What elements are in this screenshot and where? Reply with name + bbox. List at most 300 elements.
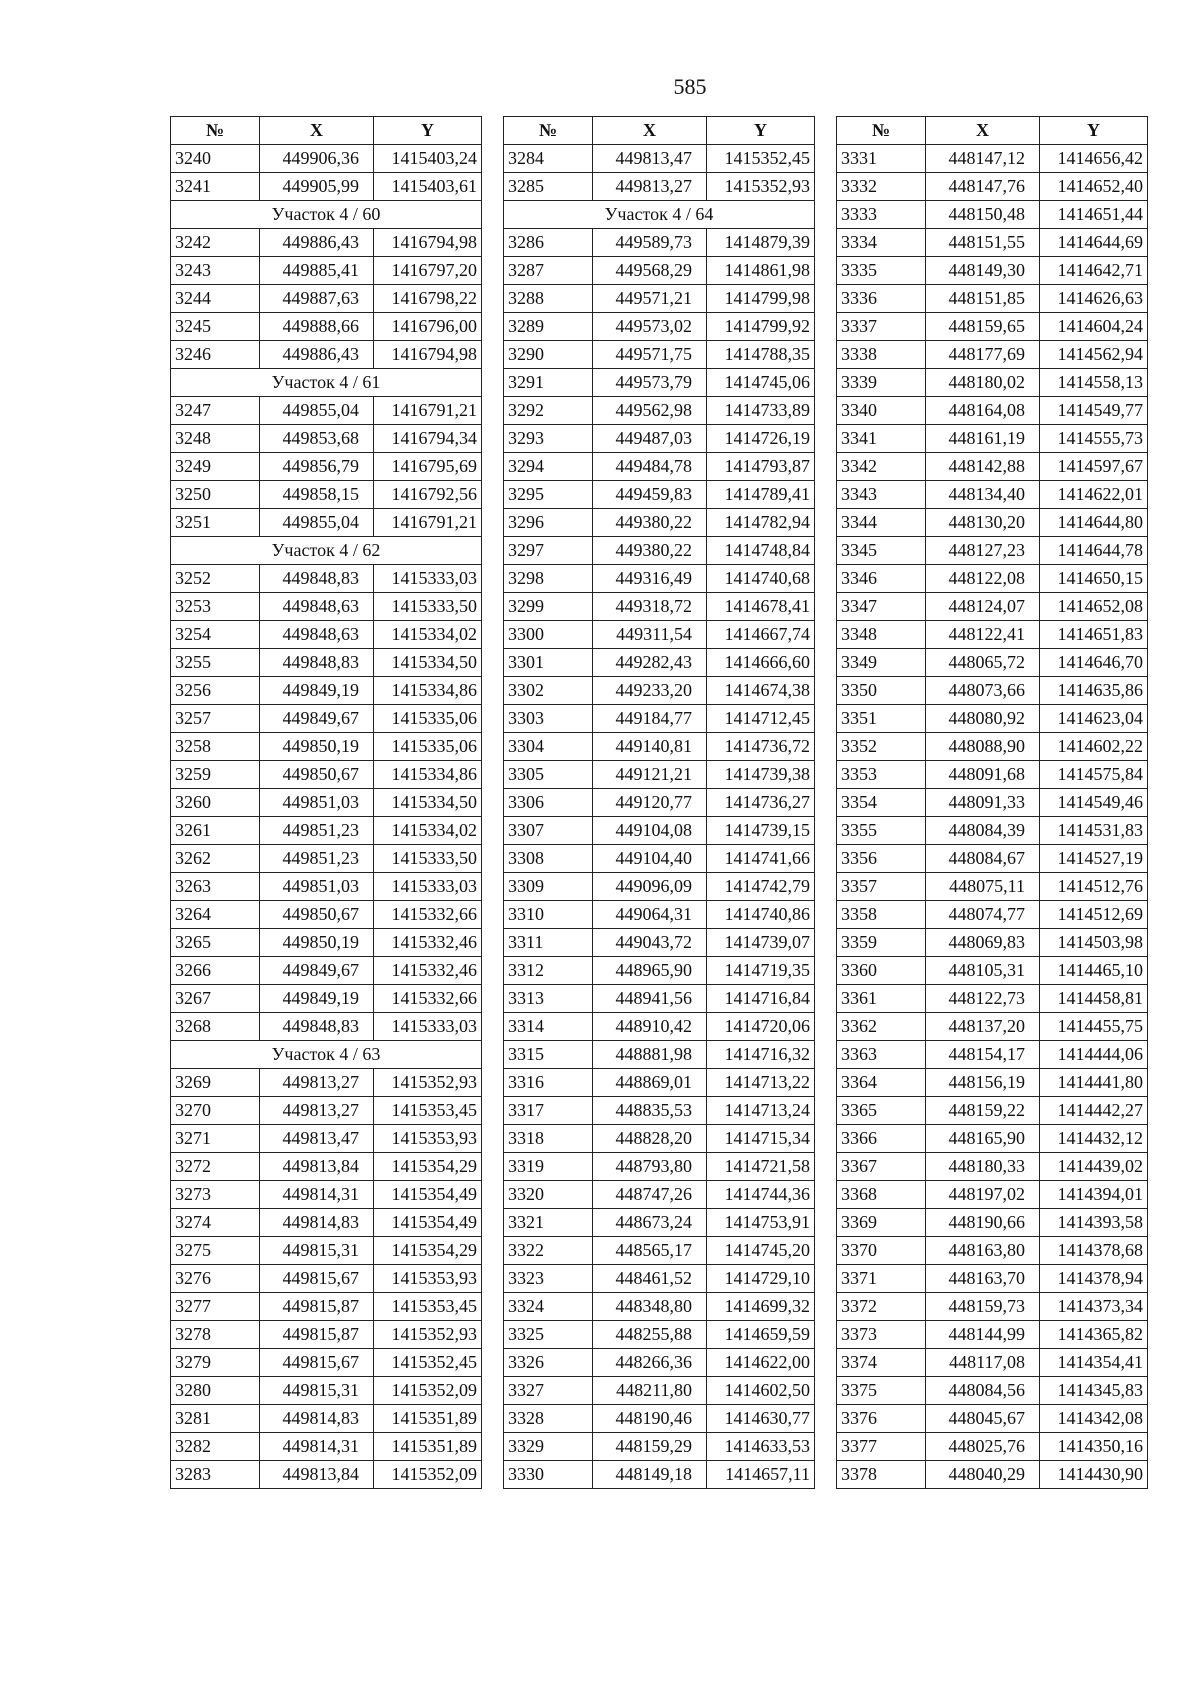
point-number: 3351 — [837, 705, 926, 733]
x-coordinate: 448150,48 — [926, 201, 1040, 229]
table-row — [504, 1461, 815, 1489]
point-number: 3260 — [171, 789, 260, 817]
point-number: 3378 — [837, 1461, 926, 1489]
x-coordinate: 448130,20 — [926, 509, 1040, 537]
x-coordinate: 448124,07 — [926, 593, 1040, 621]
point-number: 3301 — [504, 649, 593, 677]
point-number: 3338 — [837, 341, 926, 369]
point-number: 3309 — [504, 873, 593, 901]
point-number: 3280 — [171, 1377, 260, 1405]
x-coordinate: 448025,76 — [926, 1433, 1040, 1461]
table-row — [171, 1237, 482, 1265]
x-coordinate: 448164,08 — [926, 397, 1040, 425]
table-row — [504, 313, 815, 341]
table-row — [171, 481, 482, 509]
x-coordinate: 448163,70 — [926, 1265, 1040, 1293]
x-coordinate: 448088,90 — [926, 733, 1040, 761]
point-number: 3330 — [504, 1461, 593, 1489]
x-coordinate: 449104,08 — [593, 817, 707, 845]
y-coordinate: 1416794,34 — [374, 425, 482, 453]
point-number: 3353 — [837, 761, 926, 789]
y-coordinate: 1414715,34 — [707, 1125, 815, 1153]
table-row — [171, 985, 482, 1013]
y-coordinate: 1414651,83 — [1040, 621, 1148, 649]
point-number: 3347 — [837, 593, 926, 621]
point-number: 3251 — [171, 509, 260, 537]
table-row — [504, 845, 815, 873]
y-coordinate: 1414799,98 — [707, 285, 815, 313]
table-row — [837, 229, 1148, 257]
table-row — [837, 453, 1148, 481]
table-row — [837, 1097, 1148, 1125]
x-coordinate: 449905,99 — [260, 173, 374, 201]
y-coordinate: 1416795,69 — [374, 453, 482, 481]
x-coordinate: 448165,90 — [926, 1125, 1040, 1153]
table-row — [171, 565, 482, 593]
point-number: 3298 — [504, 565, 593, 593]
point-number: 3247 — [171, 397, 260, 425]
y-coordinate: 1414604,24 — [1040, 313, 1148, 341]
x-coordinate: 449851,23 — [260, 817, 374, 845]
y-coordinate: 1414713,24 — [707, 1097, 815, 1125]
y-coordinate: 1414736,27 — [707, 789, 815, 817]
y-coordinate: 1414512,69 — [1040, 901, 1148, 929]
x-coordinate: 449815,87 — [260, 1293, 374, 1321]
x-coordinate: 449848,63 — [260, 593, 374, 621]
x-coordinate: 449120,77 — [593, 789, 707, 817]
x-coordinate: 448835,53 — [593, 1097, 707, 1125]
y-coordinate: 1414378,68 — [1040, 1237, 1148, 1265]
point-number: 3261 — [171, 817, 260, 845]
point-number: 3371 — [837, 1265, 926, 1293]
y-coordinate: 1414602,22 — [1040, 733, 1148, 761]
x-coordinate: 449064,31 — [593, 901, 707, 929]
point-number: 3374 — [837, 1349, 926, 1377]
y-coordinate: 1416798,22 — [374, 285, 482, 313]
table-row — [837, 1349, 1148, 1377]
y-coordinate: 1414788,35 — [707, 341, 815, 369]
x-coordinate: 448869,01 — [593, 1069, 707, 1097]
x-coordinate: 449851,03 — [260, 873, 374, 901]
x-coordinate: 448149,18 — [593, 1461, 707, 1489]
x-coordinate: 449562,98 — [593, 397, 707, 425]
point-number: 3282 — [171, 1433, 260, 1461]
x-coordinate: 449487,03 — [593, 425, 707, 453]
x-coordinate: 449104,40 — [593, 845, 707, 873]
point-number: 3304 — [504, 733, 593, 761]
x-coordinate: 448266,36 — [593, 1349, 707, 1377]
point-number: 3306 — [504, 789, 593, 817]
x-coordinate: 449813,47 — [593, 145, 707, 173]
x-coordinate: 448073,66 — [926, 677, 1040, 705]
x-coordinate: 448255,88 — [593, 1321, 707, 1349]
table-row — [837, 369, 1148, 397]
y-coordinate: 1415333,03 — [374, 1013, 482, 1041]
x-coordinate: 448040,29 — [926, 1461, 1040, 1489]
x-coordinate: 449849,67 — [260, 705, 374, 733]
table-row — [504, 425, 815, 453]
table-row — [171, 341, 482, 369]
point-number: 3359 — [837, 929, 926, 957]
x-coordinate: 448159,29 — [593, 1433, 707, 1461]
x-coordinate: 449184,77 — [593, 705, 707, 733]
table-row — [837, 397, 1148, 425]
x-coordinate: 449096,09 — [593, 873, 707, 901]
table-row — [171, 677, 482, 705]
table-row — [504, 901, 815, 929]
table-row — [504, 285, 815, 313]
table-row — [504, 705, 815, 733]
table-row — [504, 1433, 815, 1461]
y-coordinate: 1414622,00 — [707, 1349, 815, 1377]
table-row — [504, 1041, 815, 1069]
point-number: 3249 — [171, 453, 260, 481]
y-coordinate: 1415333,50 — [374, 593, 482, 621]
header-number: № — [504, 117, 593, 145]
y-coordinate: 1414465,10 — [1040, 957, 1148, 985]
x-coordinate: 449850,67 — [260, 901, 374, 929]
point-number: 3326 — [504, 1349, 593, 1377]
y-coordinate: 1414651,44 — [1040, 201, 1148, 229]
point-number: 3294 — [504, 453, 593, 481]
y-coordinate: 1414345,83 — [1040, 1377, 1148, 1405]
table-row — [837, 1069, 1148, 1097]
point-number: 3258 — [171, 733, 260, 761]
x-coordinate: 448163,80 — [926, 1237, 1040, 1265]
x-coordinate: 449233,20 — [593, 677, 707, 705]
table-row — [504, 453, 815, 481]
table-row — [504, 593, 815, 621]
table-row — [504, 789, 815, 817]
point-number: 3346 — [837, 565, 926, 593]
y-coordinate: 1416794,98 — [374, 341, 482, 369]
table-row — [837, 1293, 1148, 1321]
page-number: 585 — [673, 74, 707, 99]
y-coordinate: 1416794,98 — [374, 229, 482, 257]
x-coordinate: 448159,73 — [926, 1293, 1040, 1321]
point-number: 3262 — [171, 845, 260, 873]
table-row — [504, 761, 815, 789]
point-number: 3356 — [837, 845, 926, 873]
table-row — [837, 173, 1148, 201]
point-number: 3334 — [837, 229, 926, 257]
y-coordinate: 1414740,86 — [707, 901, 815, 929]
table-row — [837, 705, 1148, 733]
x-coordinate: 449906,36 — [260, 145, 374, 173]
point-number: 3370 — [837, 1237, 926, 1265]
x-coordinate: 449851,03 — [260, 789, 374, 817]
y-coordinate: 1414652,08 — [1040, 593, 1148, 621]
y-coordinate: 1414503,98 — [1040, 929, 1148, 957]
header-y: Y — [707, 117, 815, 145]
point-number: 3271 — [171, 1125, 260, 1153]
x-coordinate: 448190,46 — [593, 1405, 707, 1433]
y-coordinate: 1414729,10 — [707, 1265, 815, 1293]
y-coordinate: 1416791,21 — [374, 397, 482, 425]
table-row — [504, 397, 815, 425]
y-coordinate: 1414602,50 — [707, 1377, 815, 1405]
coordinates-table-1 — [170, 116, 482, 1489]
table-row — [504, 873, 815, 901]
table-row — [504, 1377, 815, 1405]
table-row — [171, 621, 482, 649]
point-number: 3372 — [837, 1293, 926, 1321]
y-coordinate: 1414342,08 — [1040, 1405, 1148, 1433]
y-coordinate: 1415354,49 — [374, 1209, 482, 1237]
point-number: 3360 — [837, 957, 926, 985]
x-coordinate: 448074,77 — [926, 901, 1040, 929]
x-coordinate: 448180,33 — [926, 1153, 1040, 1181]
table-row — [504, 677, 815, 705]
point-number: 3302 — [504, 677, 593, 705]
x-coordinate: 449848,63 — [260, 621, 374, 649]
table-row — [171, 817, 482, 845]
x-coordinate: 449813,27 — [260, 1069, 374, 1097]
x-coordinate: 449140,81 — [593, 733, 707, 761]
point-number: 3296 — [504, 509, 593, 537]
point-number: 3253 — [171, 593, 260, 621]
table-row — [171, 929, 482, 957]
point-number: 3377 — [837, 1433, 926, 1461]
table-row — [171, 397, 482, 425]
x-coordinate: 449849,19 — [260, 985, 374, 1013]
x-coordinate: 449849,67 — [260, 957, 374, 985]
table-row — [171, 229, 482, 257]
x-coordinate: 448149,30 — [926, 257, 1040, 285]
table-row — [171, 901, 482, 929]
point-number: 3292 — [504, 397, 593, 425]
x-coordinate: 449380,22 — [593, 537, 707, 565]
y-coordinate: 1415403,61 — [374, 173, 482, 201]
x-coordinate: 448151,55 — [926, 229, 1040, 257]
table-row — [504, 341, 815, 369]
point-number: 3354 — [837, 789, 926, 817]
table-row — [171, 145, 482, 173]
header-x: X — [260, 117, 374, 145]
table-row — [171, 1209, 482, 1237]
y-coordinate: 1415334,02 — [374, 621, 482, 649]
point-number: 3268 — [171, 1013, 260, 1041]
point-number: 3255 — [171, 649, 260, 677]
y-coordinate: 1415351,89 — [374, 1433, 482, 1461]
header-y: Y — [374, 117, 482, 145]
x-coordinate: 448122,41 — [926, 621, 1040, 649]
table-row — [837, 481, 1148, 509]
point-number: 3323 — [504, 1265, 593, 1293]
table-row — [504, 229, 815, 257]
table-row — [837, 1237, 1148, 1265]
y-coordinate: 1415353,45 — [374, 1293, 482, 1321]
section-label: Участок 4 / 62 — [171, 537, 482, 565]
x-coordinate: 449886,43 — [260, 341, 374, 369]
y-coordinate: 1414739,15 — [707, 817, 815, 845]
point-number: 3355 — [837, 817, 926, 845]
table-row — [171, 1321, 482, 1349]
point-number: 3288 — [504, 285, 593, 313]
y-coordinate: 1415351,89 — [374, 1405, 482, 1433]
y-coordinate: 1414432,12 — [1040, 1125, 1148, 1153]
y-coordinate: 1414575,84 — [1040, 761, 1148, 789]
point-number: 3307 — [504, 817, 593, 845]
y-coordinate: 1414558,13 — [1040, 369, 1148, 397]
table-row — [837, 1461, 1148, 1489]
x-coordinate: 448941,56 — [593, 985, 707, 1013]
table-row — [171, 425, 482, 453]
x-coordinate: 449855,04 — [260, 509, 374, 537]
y-coordinate: 1415353,93 — [374, 1125, 482, 1153]
table-header-row — [504, 117, 815, 145]
x-coordinate: 448147,12 — [926, 145, 1040, 173]
table-row — [837, 845, 1148, 873]
y-coordinate: 1415352,45 — [707, 145, 815, 173]
y-coordinate: 1414626,63 — [1040, 285, 1148, 313]
y-coordinate: 1414650,15 — [1040, 565, 1148, 593]
x-coordinate: 449813,27 — [593, 173, 707, 201]
x-coordinate: 449813,47 — [260, 1125, 374, 1153]
y-coordinate: 1414799,92 — [707, 313, 815, 341]
point-number: 3335 — [837, 257, 926, 285]
x-coordinate: 449856,79 — [260, 453, 374, 481]
table-row — [837, 1433, 1148, 1461]
table-row — [837, 985, 1148, 1013]
y-coordinate: 1414354,41 — [1040, 1349, 1148, 1377]
table-row — [171, 313, 482, 341]
table-row — [504, 733, 815, 761]
section-label: Участок 4 / 64 — [504, 201, 815, 229]
x-coordinate: 449885,41 — [260, 257, 374, 285]
x-coordinate: 449813,27 — [260, 1097, 374, 1125]
point-number: 3263 — [171, 873, 260, 901]
table-row — [171, 453, 482, 481]
point-number: 3325 — [504, 1321, 593, 1349]
point-number: 3308 — [504, 845, 593, 873]
y-coordinate: 1414713,22 — [707, 1069, 815, 1097]
x-coordinate: 448084,67 — [926, 845, 1040, 873]
point-number: 3345 — [837, 537, 926, 565]
table-row — [837, 145, 1148, 173]
point-number: 3336 — [837, 285, 926, 313]
table-row — [837, 677, 1148, 705]
y-coordinate: 1414373,34 — [1040, 1293, 1148, 1321]
x-coordinate: 448045,67 — [926, 1405, 1040, 1433]
table-row — [171, 1433, 482, 1461]
table-row — [171, 593, 482, 621]
y-coordinate: 1414549,46 — [1040, 789, 1148, 817]
x-coordinate: 448197,02 — [926, 1181, 1040, 1209]
section-label: Участок 4 / 63 — [171, 1041, 482, 1069]
x-coordinate: 448828,20 — [593, 1125, 707, 1153]
table-row — [504, 985, 815, 1013]
point-number: 3369 — [837, 1209, 926, 1237]
table-row — [837, 537, 1148, 565]
table-row — [504, 509, 815, 537]
table-row — [504, 649, 815, 677]
table-row — [504, 1209, 815, 1237]
table-row — [837, 901, 1148, 929]
y-coordinate: 1415352,93 — [374, 1069, 482, 1097]
table-row — [171, 257, 482, 285]
table-row — [837, 1013, 1148, 1041]
x-coordinate: 449282,43 — [593, 649, 707, 677]
point-number: 3267 — [171, 985, 260, 1013]
y-coordinate: 1415352,93 — [707, 173, 815, 201]
point-number: 3352 — [837, 733, 926, 761]
table-row — [504, 1125, 815, 1153]
y-coordinate: 1414659,59 — [707, 1321, 815, 1349]
x-coordinate: 449814,31 — [260, 1433, 374, 1461]
y-coordinate: 1414793,87 — [707, 453, 815, 481]
x-coordinate: 448910,42 — [593, 1013, 707, 1041]
x-coordinate: 448154,17 — [926, 1041, 1040, 1069]
table-row — [504, 1069, 815, 1097]
y-coordinate: 1415332,46 — [374, 957, 482, 985]
point-number: 3376 — [837, 1405, 926, 1433]
header-y: Y — [1040, 117, 1148, 145]
point-number: 3324 — [504, 1293, 593, 1321]
point-number: 3299 — [504, 593, 593, 621]
header-number: № — [837, 117, 926, 145]
point-number: 3281 — [171, 1405, 260, 1433]
table-row — [837, 873, 1148, 901]
x-coordinate: 449815,67 — [260, 1265, 374, 1293]
point-number: 3266 — [171, 957, 260, 985]
y-coordinate: 1415354,49 — [374, 1181, 482, 1209]
x-coordinate: 449484,78 — [593, 453, 707, 481]
y-coordinate: 1414674,38 — [707, 677, 815, 705]
point-number: 3361 — [837, 985, 926, 1013]
x-coordinate: 449855,04 — [260, 397, 374, 425]
y-coordinate: 1414444,06 — [1040, 1041, 1148, 1069]
table-header-row — [171, 117, 482, 145]
table-row — [504, 817, 815, 845]
y-coordinate: 1416792,56 — [374, 481, 482, 509]
point-number: 3310 — [504, 901, 593, 929]
point-number: 3328 — [504, 1405, 593, 1433]
point-number: 3274 — [171, 1209, 260, 1237]
y-coordinate: 1414350,16 — [1040, 1433, 1148, 1461]
y-coordinate: 1414365,82 — [1040, 1321, 1148, 1349]
x-coordinate: 449571,75 — [593, 341, 707, 369]
point-number: 3348 — [837, 621, 926, 649]
point-number: 3341 — [837, 425, 926, 453]
point-number: 3257 — [171, 705, 260, 733]
y-coordinate: 1415352,09 — [374, 1377, 482, 1405]
table-row — [504, 565, 815, 593]
y-coordinate: 1415332,46 — [374, 929, 482, 957]
y-coordinate: 1415335,06 — [374, 733, 482, 761]
y-coordinate: 1414378,94 — [1040, 1265, 1148, 1293]
point-number: 3337 — [837, 313, 926, 341]
point-number: 3373 — [837, 1321, 926, 1349]
point-number: 3248 — [171, 425, 260, 453]
y-coordinate: 1414716,32 — [707, 1041, 815, 1069]
table-row — [837, 1181, 1148, 1209]
y-coordinate: 1414789,41 — [707, 481, 815, 509]
y-coordinate: 1414736,72 — [707, 733, 815, 761]
x-coordinate: 448161,19 — [926, 425, 1040, 453]
x-coordinate: 448117,08 — [926, 1349, 1040, 1377]
point-number: 3256 — [171, 677, 260, 705]
y-coordinate: 1415333,03 — [374, 565, 482, 593]
table-row — [171, 649, 482, 677]
y-coordinate: 1414721,58 — [707, 1153, 815, 1181]
table-row — [504, 173, 815, 201]
point-number: 3290 — [504, 341, 593, 369]
section-row — [171, 369, 482, 397]
y-coordinate: 1416796,00 — [374, 313, 482, 341]
y-coordinate: 1415334,50 — [374, 789, 482, 817]
y-coordinate: 1414712,45 — [707, 705, 815, 733]
